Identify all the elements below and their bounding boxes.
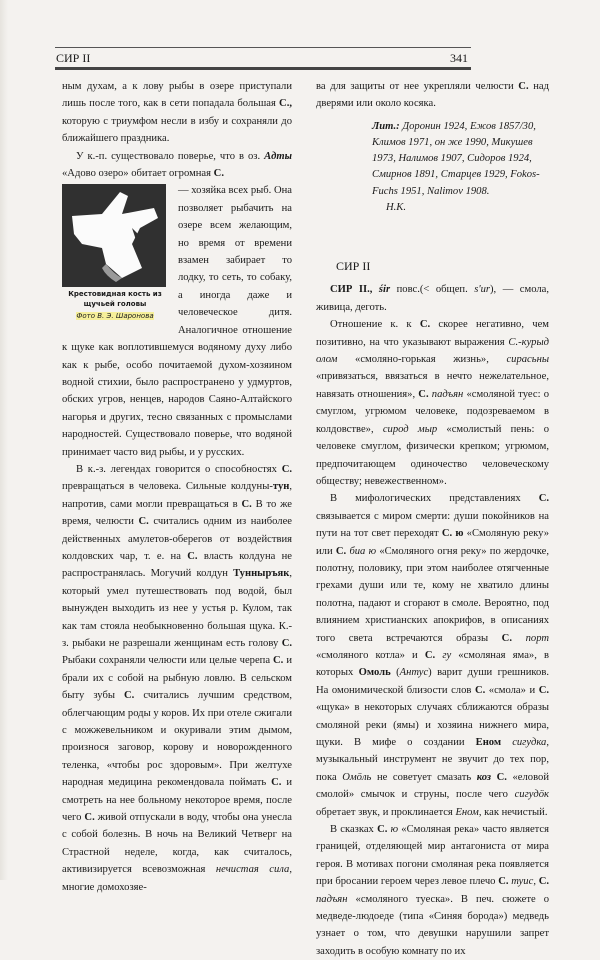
header-rule-top (55, 47, 471, 48)
paragraph: В мифологических представлениях С. связывается с миром смерти: души покойников на пути на тот свет переходят С. ю «Смоляную реку» или С. биа ю «Смоляного огня реку» по жердочке, полотну, половику, при этом наиболее отягченные грехами души или те, кому не хватило длины полотна, падают и сгорают в смоле. Вероятно, под влиянием христианских апокрифов, в описаниях того света встречаются образы С. порт «смоляного котла» и С. гу «смоляная яма», в которых Омоль (Антус) варит души грешников. На омонимической близости слов С. «смола» и С. «щука» в некоторых случаях сближаются образы смоляной реки (ямы) и хозяина нижнего мира, щуки. В мифе о создании Еном сигудка, музыкальный инструмент не звучит до тех пор, пока Омöль не советует смазать коз С. «еловой смолой» смычок и струны, после чего сигудöк обретает звук, и проклинается Еном, как нечистый. (316, 493, 550, 818)
definition: СИР II., śir повс.(< общеп. s'ur), — смола, живица, деготь. (316, 284, 549, 313)
running-head: СИР II (56, 51, 91, 65)
photo-caption: Крестовидная кость из щучьей головы (68, 290, 162, 308)
left-column (62, 78, 292, 896)
right-column (316, 78, 549, 960)
paragraph: ва для защиты от нее укрепляли челюсти С. над дверями или около косяка. (316, 81, 549, 110)
paragraph: В сказках С. ю «Смоляная река» часто является границей, отделяющей мир антагониста от мира героя. В мотивах погони смоляная река появляется при бросании героем через левое плечо С. туис, С. падъян «смоляного туеска». В печ. сюжете о медведе-людоеде (типа «Синяя борода») медведь узнает о том, что девушки нарушили запрет заходить в особую комнату по их (316, 824, 549, 957)
page-number: 341 (450, 51, 468, 65)
paragraph: У к.-п. существовало поверье, что в оз. Адты «Адово озеро» обитает огромная С. (62, 150, 292, 180)
header-rule-bottom (55, 67, 471, 70)
paragraph: — хозяйка всех рыб. Она позволяет рыбачить на озере всем желающим, но время от времени взамен забирает то лодку, то сеть, то собаку, а иногда даже и человеческое дитя. Аналогичное отношение к щуке как воплотившемуся водяному духу либо как к рыбе, особо почитаемой духом-хозяином водной стихии, было распространено у удмуртов, обских угров, ненцев, народов Саяно-Алтайского нагорья и других, тесно связанных с промыслами народностей. Существовало поверье, что водяной принимает часто вид рыбы, и у русских. (62, 185, 292, 458)
author-initials: Н.К. (386, 201, 406, 213)
photo-credit: Фото В. Э. Шаронова (76, 312, 154, 321)
paragraph: В к.-з. легендах говорится о способностях С. превращаться в человека. Сильные колдуны-тун, напротив, сами могли превращаться в С. В то же время, челюсти С. считались одним из наиболее действенных амулетов-оберегов от воздействия колдовских чар, т. е. на С. власть колдуна не распространялась. Могучий колдун Тунныръяк, который умел путешествовать под водой, был вынужден выходить из нее у устья р. Кулом, так как там стояла необыкновенно большая щука. К.-з. рыбаки не разрешали женщинам есть голову С. Рыбаки сохраняли челюсти или целые черепа С. и брали их с собой на рыбную ловлю. В сельском быту зубы С. считались лучшим средством, облегчающим роды у коров. Их при отеле сжигали с можжевельником и окуривали этим дымом, произнося заговор, корову и новорожденного теленка, «чтобы рос здоровым». При желтухе народная медицина рекомендовала поймать С. и смотреть на нее больному некоторое время, после чего С. живой отпускали в воду, чтобы она унесла с собой болезнь. В ночь на Великий Четверг на Страстной неделе, когда, как считалось, активизируется всевозможная нечистая сила, многие домохозяе- (62, 463, 293, 893)
page-edge-shadow (0, 0, 8, 880)
photo-figure (62, 184, 168, 322)
paragraph: Отношение к. к С. скорее негативно, чем позитивно, на что указывают выражения С.-курыд олом «смоляно-горькая жизнь», сирасьны «привязаться, ввязаться в нечто нежелательное, навязать отношения», С. падъян «смоляной туес: о смуглом, угрюмом человеке, подозреваемом в колдовстве», сирод мыр «смолистый пень: о человеке смуглом, физически крепком; угрюмом, предпочитающем одиночество человеческому обществу; невежественном». (316, 319, 549, 487)
entry-heading: СИР II (336, 259, 371, 274)
pike-bone-photo (62, 184, 166, 287)
paragraph: ным духам, а к лову рыбы в озере приступали лишь после того, как в сети попадала большая С., которую с триумфом несли в избу и сохраняли до ближайшего праздника. (62, 81, 292, 145)
literature-list: Лит.: Доронин 1924, Ежов 1857/30, Климов 1971, он же 1990, Микушев 1973, Налимов 1907, Сидоров 1924, Смирнов 1891, Старцев 1929, Fokos-Fuchs 1951, Nalimov 1908. Н.К. (372, 120, 540, 213)
